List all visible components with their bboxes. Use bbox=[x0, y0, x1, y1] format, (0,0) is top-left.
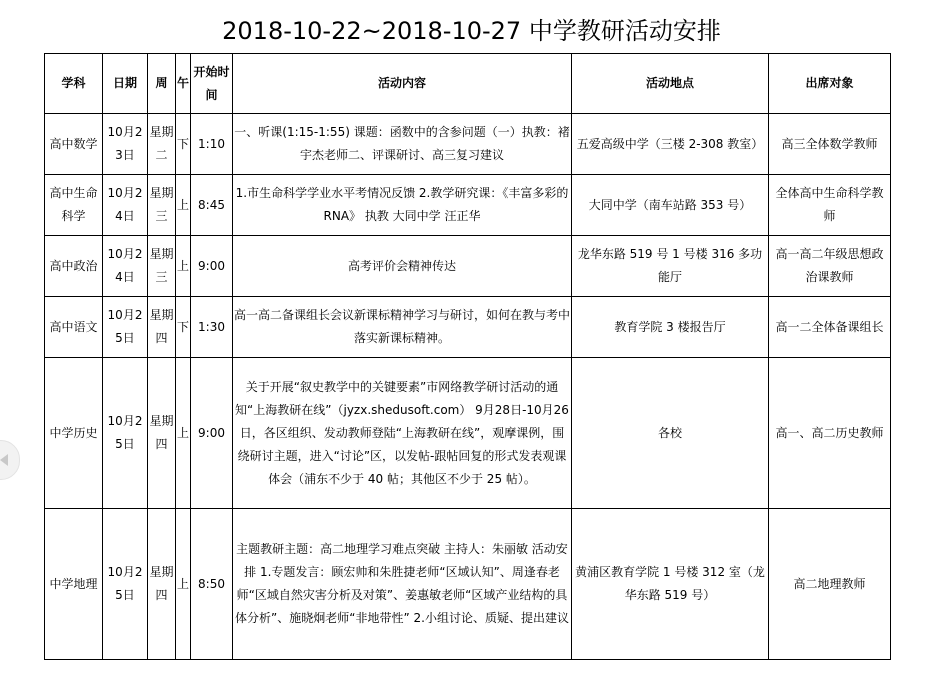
cell-week: 星期三 bbox=[148, 236, 176, 297]
cell-start-time: 1:30 bbox=[191, 297, 233, 358]
cell-start-time: 9:00 bbox=[191, 358, 233, 509]
cell-location: 各校 bbox=[572, 358, 769, 509]
cell-attendees: 高一高二年级思想政治课教师 bbox=[769, 236, 891, 297]
cell-subject: 中学地理 bbox=[45, 509, 103, 660]
cell-ampm: 下 bbox=[176, 297, 191, 358]
cell-ampm: 上 bbox=[176, 175, 191, 236]
cell-subject: 高中政治 bbox=[45, 236, 103, 297]
cell-content: 关于开展“叙史教学中的关键要素”市网络教学研讨活动的通知“上海教研在线”（jyzx.shedusoft.com） 9月28日-10月26日，各区组织、发动教师登陆“上海教研在线”，观摩课例，围绕研讨主题，进入“讨论”区，以发帖-跟帖回复的形式发表观课体会（浦东不少于 40 帖；其他区不少于 25 帖）。 bbox=[233, 358, 572, 509]
cell-attendees: 全体高中生命科学教师 bbox=[769, 175, 891, 236]
previous-page-button[interactable] bbox=[0, 440, 20, 480]
cell-subject: 高中数学 bbox=[45, 114, 103, 175]
cell-date: 10月25日 bbox=[103, 509, 148, 660]
cell-week: 星期三 bbox=[148, 175, 176, 236]
header-subject: 学科 bbox=[45, 54, 103, 114]
table-row bbox=[45, 297, 891, 358]
header-content: 活动内容 bbox=[233, 54, 572, 114]
cell-subject: 高中生命科学 bbox=[45, 175, 103, 236]
cell-location: 大同中学（南车站路 353 号） bbox=[572, 175, 769, 236]
table-row bbox=[45, 175, 891, 236]
cell-ampm: 下 bbox=[176, 114, 191, 175]
cell-week: 星期四 bbox=[148, 297, 176, 358]
cell-week: 星期四 bbox=[148, 509, 176, 660]
cell-start-time: 8:50 bbox=[191, 509, 233, 660]
page-title: 2018-10-22~2018-10-27 中学教研活动安排 bbox=[222, 17, 721, 45]
cell-ampm: 上 bbox=[176, 509, 191, 660]
cell-content: 主题教研主题：高二地理学习难点突破 主持人：朱丽敏 活动安排 1.专题发言：顾宏帅和朱胜捷老师“区域认知”、周逢春老师“区域自然灾害分析及对策”、姜惠敏老师“区域产业结构的具体分析”、施晓炯老师“非地带性” 2.小组讨论、质疑、提出建议 bbox=[233, 509, 572, 660]
cell-subject: 高中语文 bbox=[45, 297, 103, 358]
cell-date: 10月23日 bbox=[103, 114, 148, 175]
cell-week: 星期四 bbox=[148, 358, 176, 509]
cell-content: 1.市生命科学学业水平考情况反馈 2.教学研究课：《丰富多彩的 RNA》 执教 大同中学 汪正华 bbox=[233, 175, 572, 236]
table-row bbox=[45, 358, 891, 509]
header-row bbox=[45, 54, 891, 114]
header-week: 周 bbox=[148, 54, 176, 114]
header-ampm: 午 bbox=[176, 54, 191, 114]
cell-location: 黄浦区教育学院 1 号楼 312 室（龙华东路 519 号） bbox=[572, 509, 769, 660]
cell-ampm: 上 bbox=[176, 236, 191, 297]
table-row bbox=[45, 509, 891, 660]
header-location: 活动地点 bbox=[572, 54, 769, 114]
cell-start-time: 8:45 bbox=[191, 175, 233, 236]
cell-content: 高一高二备课组长会议新课标精神学习与研讨，如何在教与考中落实新课标精神。 bbox=[233, 297, 572, 358]
cell-content: 一、听课(1:15-1:55) 课题：函数中的含参问题（一）执教：褚宇杰老师二、评课研讨、高三复习建议 bbox=[233, 114, 572, 175]
cell-start-time: 9:00 bbox=[191, 236, 233, 297]
chevron-left-icon bbox=[0, 454, 8, 466]
table-row bbox=[45, 236, 891, 297]
header-start-time: 开始时间 bbox=[191, 54, 233, 114]
cell-location: 教育学院 3 楼报告厅 bbox=[572, 297, 769, 358]
table-row bbox=[45, 114, 891, 175]
schedule-table bbox=[44, 53, 891, 660]
cell-date: 10月25日 bbox=[103, 358, 148, 509]
cell-date: 10月24日 bbox=[103, 175, 148, 236]
header-attendees: 出席对象 bbox=[769, 54, 891, 114]
cell-attendees: 高二地理教师 bbox=[769, 509, 891, 660]
header-date: 日期 bbox=[103, 54, 148, 114]
cell-attendees: 高一二全体备课组长 bbox=[769, 297, 891, 358]
cell-date: 10月25日 bbox=[103, 297, 148, 358]
cell-start-time: 1:10 bbox=[191, 114, 233, 175]
cell-content: 高考评价会精神传达 bbox=[233, 236, 572, 297]
cell-ampm: 上 bbox=[176, 358, 191, 509]
cell-subject: 中学历史 bbox=[45, 358, 103, 509]
cell-attendees: 高三全体数学教师 bbox=[769, 114, 891, 175]
cell-location: 龙华东路 519 号 1 号楼 316 多功能厅 bbox=[572, 236, 769, 297]
cell-week: 星期二 bbox=[148, 114, 176, 175]
cell-attendees: 高一、高二历史教师 bbox=[769, 358, 891, 509]
cell-date: 10月24日 bbox=[103, 236, 148, 297]
cell-location: 五爱高级中学（三楼 2-308 教室） bbox=[572, 114, 769, 175]
